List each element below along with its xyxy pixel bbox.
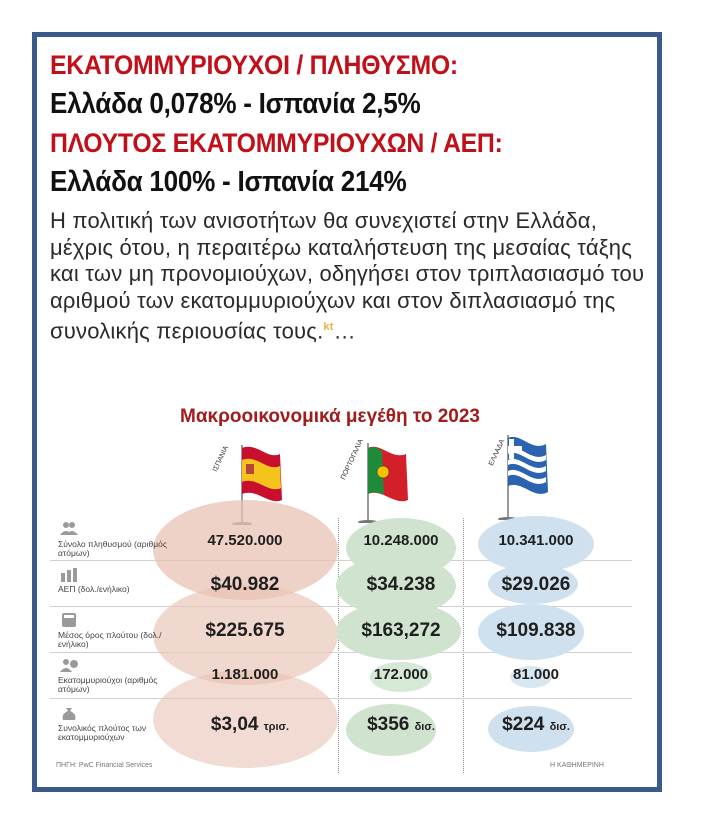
row-label-gdp: ΑΕΠ (δολ./ενήλικο) <box>58 584 130 594</box>
row-label-total-wealth: Συνολικός πλούτος των εκατομμυριούχων <box>58 723 147 742</box>
value-greece-millionaires: 81.000 <box>513 666 559 683</box>
calculator-icon <box>60 613 78 627</box>
chart-icon <box>60 568 78 582</box>
unit-trillion: τρισ. <box>263 721 290 733</box>
value-portugal-total-wealth-number: $356 <box>367 714 410 735</box>
people-icon <box>60 521 78 535</box>
value-greece-avg-wealth: $109.838 <box>496 620 576 641</box>
value-spain-population: 47.520.000 <box>207 532 283 549</box>
commentary-paragraph <box>50 208 660 345</box>
value-spain-total-wealth <box>180 714 320 736</box>
row-label-avg-wealth: Μέσος όρος πλούτου (δολ./ενήλικο) <box>58 630 162 649</box>
value-portugal-total-wealth <box>341 714 461 736</box>
row-separator <box>50 698 632 699</box>
unit-billion: δισ. <box>549 721 570 733</box>
headline-millionaires-population: ΕΚΑΤΟΜΜΥΡΙΟΥΧΟΙ / ΠΛΗΘΥΣΜΟ: <box>50 50 458 80</box>
row-label-millionaires: Εκατομμυριούχοι (αριθμός ατόμων) <box>58 675 158 694</box>
value-spain-total-wealth-number: $3,04 <box>210 714 259 735</box>
value-greece-total-wealth <box>476 714 596 736</box>
greece-label: ΕΛΛΑΔΑ <box>488 438 507 467</box>
greece-flag <box>480 430 560 525</box>
infographic-title: Μακροοικονομικά μεγέθη το 2023 <box>180 406 480 427</box>
ellipsis: … <box>333 318 356 344</box>
headline-greece-spain-wealth: Ελλάδα 100% - Ισπανία 214% <box>50 166 407 198</box>
author-mark: kt <box>323 321 334 333</box>
column-separator <box>463 518 464 773</box>
value-greece-gdp: $29.026 <box>501 574 571 595</box>
headline-greece-spain-percent: Ελλάδα 0,078% - Ισπανία 2,5% <box>50 88 421 120</box>
publisher-credit: Η ΚΑΘΗΜΕΡΙΝΗ <box>550 762 604 769</box>
value-spain-avg-wealth: $225.675 <box>205 620 285 641</box>
value-portugal-gdp: $34.238 <box>366 574 436 595</box>
value-portugal-avg-wealth: $163,272 <box>361 620 441 641</box>
row-label-population: Σύνολο πληθυσμού (αριθμός ατόμων) <box>58 539 167 558</box>
commentary-text: Η πολιτική των ανισοτήτων θα συνεχιστεί στην Ελλάδα, μέχρις ότου, η περαιτέρω καταλήστευση της μεσαίας τάξης και των μη προνομιούχων, οδηγήσει στον τριπλασιασμό του αριθμού των εκατομμυριούχων και στον διπλασιασμό της συνολικής περιουσίας τους. <box>50 208 645 344</box>
unit-billion: δισ. <box>414 721 435 733</box>
headline-wealth-gdp: ΠΛΟΥΤΟΣ ΕΚΑΤΟΜΜΥΡΙΟΥΧΩΝ / ΑΕΠ: <box>50 128 503 158</box>
person-money-icon <box>60 658 78 672</box>
value-greece-population: 10.341.000 <box>498 532 574 549</box>
column-separator <box>338 518 339 773</box>
spain-label: ΙΣΠΑΝΙΑ <box>212 444 231 473</box>
value-spain-gdp: $40.982 <box>210 574 280 595</box>
value-portugal-population: 10.248.000 <box>363 532 439 549</box>
money-bag-icon <box>60 706 78 720</box>
value-greece-total-wealth-number: $224 <box>502 714 545 735</box>
portugal-label: ΠΟΡΤΟΓΑΛΙΑ <box>340 438 365 481</box>
macroeconomic-infographic <box>50 400 660 782</box>
source-credit: ΠΗΓΗ: PwC Financial Services <box>56 762 153 769</box>
value-spain-millionaires: 1.181.000 <box>211 666 279 683</box>
value-portugal-millionaires: 172.000 <box>373 666 429 683</box>
